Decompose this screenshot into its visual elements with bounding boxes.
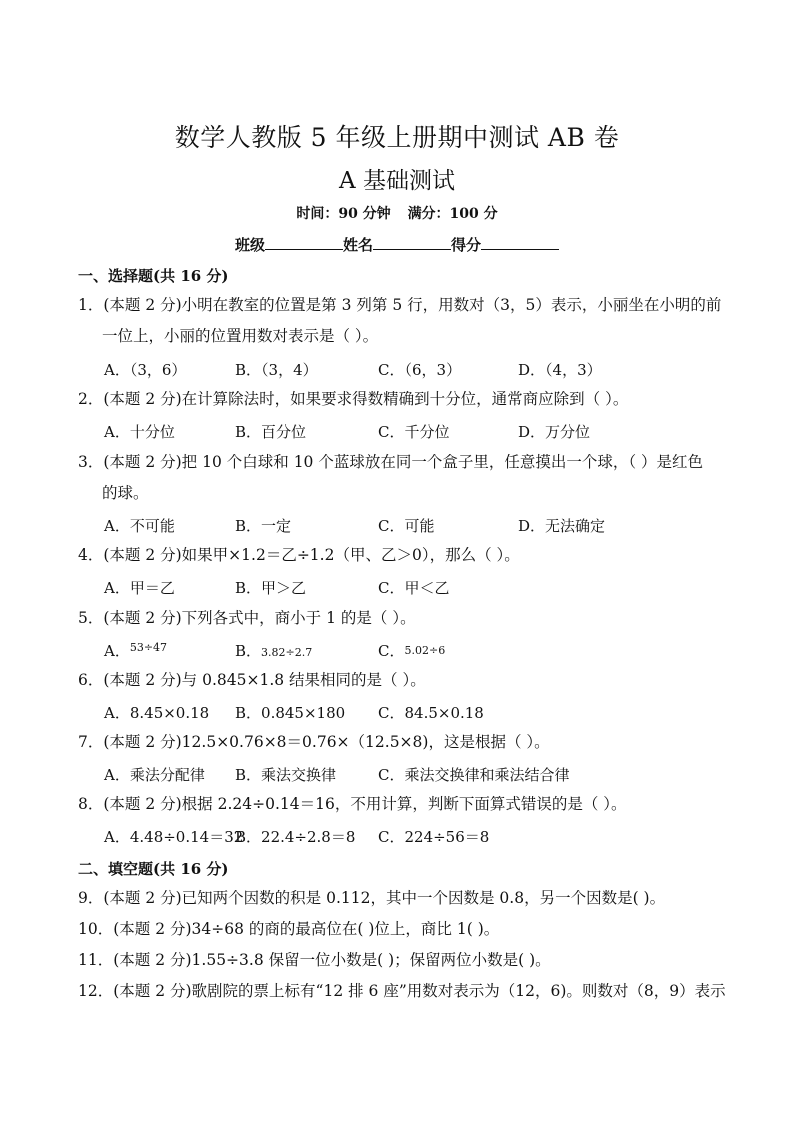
option-a[interactable] [104,640,167,661]
option-a[interactable]: A．不可能 [104,517,175,535]
option-expr: 53÷47 [129,641,168,654]
class-label: 班级 [234,236,265,254]
option-c[interactable] [378,640,445,661]
class-blank[interactable] [265,234,343,250]
option-d[interactable]: D．万分位 [518,423,591,441]
question-number: 12． [78,982,114,1000]
question-text-cont: 的球。 [102,484,149,502]
question-number: 3． [78,453,104,471]
score-blank[interactable] [481,234,559,250]
section-heading-choice: 一、选择题(共 16 分) [78,267,229,285]
question-5 [78,603,728,634]
option-a[interactable]: A．（3，6） [104,361,187,379]
option-c[interactable]: C．（6，3） [378,361,462,379]
option-b[interactable]: B．百分位 [235,423,307,441]
question-9 [78,883,728,914]
page-subtitle: A 基础测试 [339,168,455,194]
question-number: 7． [78,733,104,751]
question-text: (本题 2 分)歌剧院的票上标有“12 排 6 座”用数对表示为（12，6)。则数对（8，9）表示 [113,982,726,1000]
question-text: (本题 2 分)与 0.845×1.8 结果相同的是（ ）。 [103,671,426,689]
question-text: (本题 2 分)把 10 个白球和 10 个蓝球放在同一个盒子里，任意摸出一个球，（ ）是红色 [103,453,704,471]
question-text-cont: 一位上，小丽的位置用数对表示是（ ）。 [102,327,379,345]
question-text: (本题 2 分)在计算除法时，如果要求得数精确到十分位，通常商应除到（ ）。 [103,390,629,408]
option-letter: A． [104,642,130,660]
question-text: (本题 2 分)1.55÷3.8 保留一位小数是( )；保留两位小数是( )。 [113,951,551,969]
option-b[interactable]: B．甲＞乙 [235,579,307,597]
question-number: 9． [78,889,104,907]
section-heading-fill: 二、填空题(共 16 分) [78,860,229,878]
question-text: (本题 2 分)12.5×0.76×8＝0.76×（12.5×8)，这是根据（ ）。 [103,733,550,751]
question-1 [78,290,728,352]
option-c[interactable]: C．乘法交换律和乘法结合律 [378,766,570,784]
question-2 [78,384,728,415]
question-text: (本题 2 分)下列各式中，商小于 1 的是（ ）。 [103,609,416,627]
question-text: (本题 2 分)34÷68 的商的最高位在( )位上，商比 1( )。 [113,920,500,938]
option-b[interactable] [235,640,312,661]
option-c[interactable]: C．224÷56＝8 [378,828,490,846]
option-d[interactable]: D．（4，3） [518,361,602,379]
option-d[interactable]: D．无法确定 [518,517,606,535]
option-letter: C． [378,642,405,660]
question-text: (本题 2 分)如果甲×1.2＝乙÷1.2（甲、乙＞0），那么（ ）。 [103,546,520,564]
question-11 [78,945,728,976]
question-number: 10． [78,920,114,938]
option-a[interactable]: A．甲＝乙 [104,579,175,597]
exam-meta [0,203,794,223]
option-letter: B． [235,642,262,660]
question-number: 2． [78,390,104,408]
name-blank[interactable] [373,234,451,250]
question-3 [78,447,728,509]
question-text: (本题 2 分)已知两个因数的积是 0.112，其中一个因数是 0.8，另一个因数是( )。 [103,889,666,907]
option-b[interactable]: B．（3，4） [235,361,318,379]
option-c[interactable]: C．84.5×0.18 [378,704,484,722]
question-8 [78,789,728,820]
question-6 [78,665,728,696]
option-b[interactable]: B．22.4÷2.8＝8 [235,828,356,846]
option-a[interactable]: A．十分位 [104,423,175,441]
question-number: 4． [78,546,104,564]
question-7 [78,727,728,758]
option-b[interactable]: B．一定 [235,517,292,535]
question-10 [78,914,728,945]
option-b[interactable]: B．0.845×180 [235,704,346,722]
page-title: 数学人教版 5 年级上册期中测试 AB 卷 [174,123,620,152]
option-a[interactable]: A．8.45×0.18 [104,704,210,722]
option-a[interactable]: A．4.48÷0.14＝32 [104,828,244,846]
name-label: 姓名 [342,236,373,254]
question-number: 11． [78,951,114,969]
option-a[interactable]: A．乘法分配律 [104,766,205,784]
time-limit: 时间：90 分钟 [296,206,391,222]
question-12 [78,976,738,1007]
score-label: 得分 [451,236,482,254]
question-text: (本题 2 分)根据 2.24÷0.14＝16，不用计算，判断下面算式错误的是（ ）。 [103,795,627,813]
full-score: 满分：100 分 [407,206,498,222]
question-4 [78,540,728,571]
question-number: 5． [78,609,104,627]
option-c[interactable]: C．可能 [378,517,435,535]
question-number: 1． [78,296,104,314]
option-b[interactable]: B．乘法交换律 [235,766,337,784]
option-expr: 3.82÷2.7 [261,646,313,659]
student-info [0,234,794,255]
question-number: 6． [78,671,104,689]
option-c[interactable]: C．千分位 [378,423,450,441]
option-c[interactable]: C．甲＜乙 [378,579,450,597]
question-text: (本题 2 分)小明在教室的位置是第 3 列第 5 行，用数对（3，5）表示，小丽坐在小明的前 [103,296,722,314]
question-number: 8． [78,795,104,813]
option-expr: 5.02÷6 [404,644,446,657]
